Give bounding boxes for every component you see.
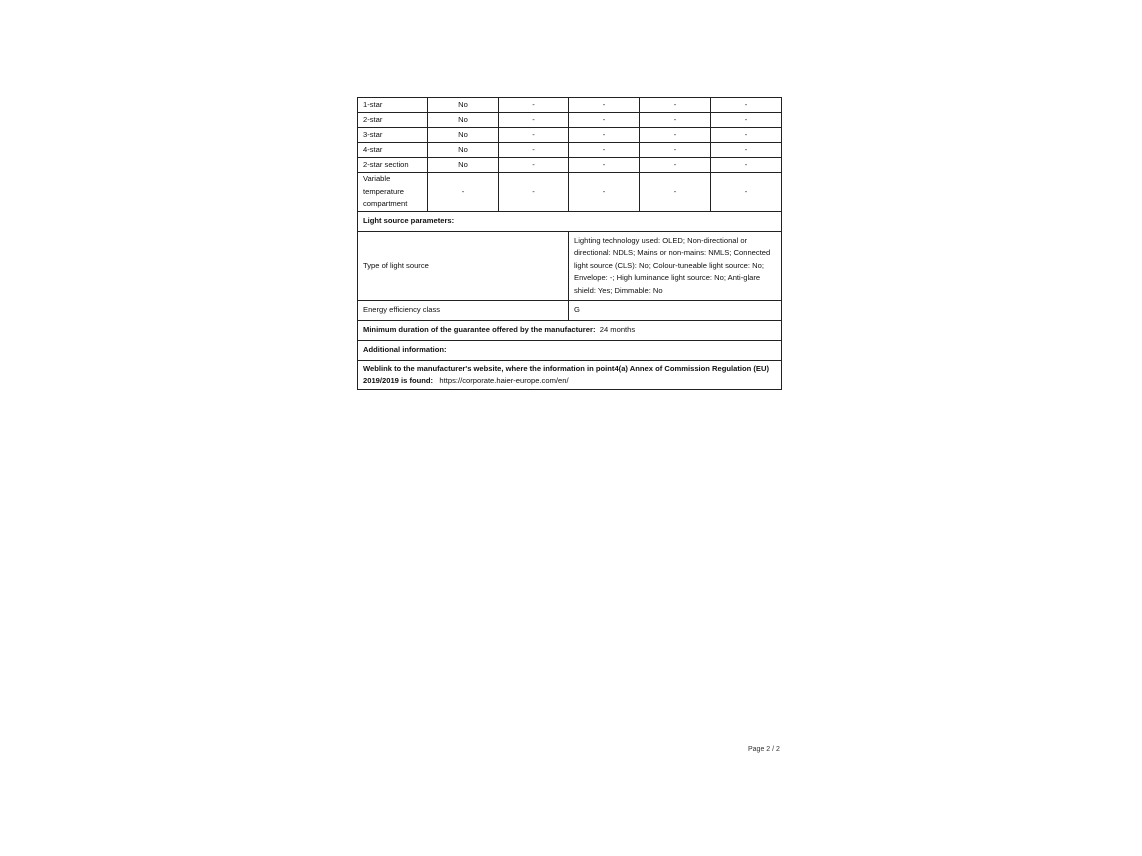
table-row: [358, 173, 782, 212]
product-info-table: [357, 97, 782, 390]
additional-info-label: Additional information:: [358, 341, 782, 361]
light-source-heading: Light source parameters:: [358, 212, 782, 232]
table-row: [358, 232, 782, 301]
energy-class-label: Energy efficiency class: [358, 301, 569, 321]
table-row: [358, 113, 782, 128]
light-type-label: Type of light source: [358, 232, 569, 301]
table-cell: No: [428, 98, 499, 113]
table-cell: No: [428, 143, 499, 158]
table-cell: -: [569, 98, 640, 113]
guarantee-value: 24 months: [599, 325, 636, 335]
table-cell: -: [569, 173, 640, 212]
table-cell: -: [569, 128, 640, 143]
weblink-label: Weblink to the manufacturer's website, where the information in point4(a) Annex of Commission Regulation (EU) 2019/2019 is found:: [363, 363, 769, 385]
table-cell: -: [569, 143, 640, 158]
table-row: [358, 98, 782, 113]
table-cell: -: [711, 98, 782, 113]
table-cell: -: [711, 143, 782, 158]
guarantee-cell: [358, 321, 782, 341]
table-row: [358, 321, 782, 341]
table-row: [358, 341, 782, 361]
table-cell: -: [640, 173, 711, 212]
light-type-value: Lighting technology used: OLED; Non-directional or directional: NDLS; Mains or non-mains: NMLS; Connected light source (CLS): No; Colour-tuneable light source: No; Envelope: -; High luminance light source: No; Anti-glare shield: Yes; Dimmable: No: [569, 232, 782, 301]
table-cell: -: [640, 128, 711, 143]
table-cell: -: [711, 113, 782, 128]
weblink-url[interactable]: https://corporate.haier-europe.com/en/: [439, 376, 569, 385]
table-cell: -: [499, 158, 569, 173]
table-cell: -: [499, 128, 569, 143]
row-label: 1-star: [358, 98, 428, 113]
page-number: Page 2 / 2: [748, 746, 780, 753]
table-cell: -: [711, 173, 782, 212]
table-cell: -: [499, 173, 569, 212]
row-label: Variable temperature compartment: [358, 173, 428, 212]
weblink-cell: [358, 361, 782, 390]
row-label: 2-star: [358, 113, 428, 128]
row-label: 2-star section: [358, 158, 428, 173]
table-cell: No: [428, 128, 499, 143]
table-cell: -: [499, 98, 569, 113]
row-label: 4-star: [358, 143, 428, 158]
table-row: [358, 361, 782, 390]
table-row: [358, 143, 782, 158]
table-cell: -: [499, 143, 569, 158]
table-row: [358, 128, 782, 143]
table-row: [358, 158, 782, 173]
table-cell: -: [499, 113, 569, 128]
table-cell: -: [640, 158, 711, 173]
table-cell: -: [711, 158, 782, 173]
guarantee-label: Minimum duration of the guarantee offered by the manufacturer:: [363, 325, 596, 335]
table-cell: -: [711, 128, 782, 143]
table-cell: No: [428, 158, 499, 173]
row-label: 3-star: [358, 128, 428, 143]
energy-class-value: G: [569, 301, 782, 321]
table-cell: -: [640, 98, 711, 113]
table-cell: -: [428, 173, 499, 212]
table-cell: -: [569, 158, 640, 173]
section-header-row: [358, 212, 782, 232]
table-cell: -: [569, 113, 640, 128]
table-cell: No: [428, 113, 499, 128]
table-cell: -: [640, 143, 711, 158]
document-page: [357, 97, 781, 390]
table-cell: -: [640, 113, 711, 128]
table-row: [358, 301, 782, 321]
